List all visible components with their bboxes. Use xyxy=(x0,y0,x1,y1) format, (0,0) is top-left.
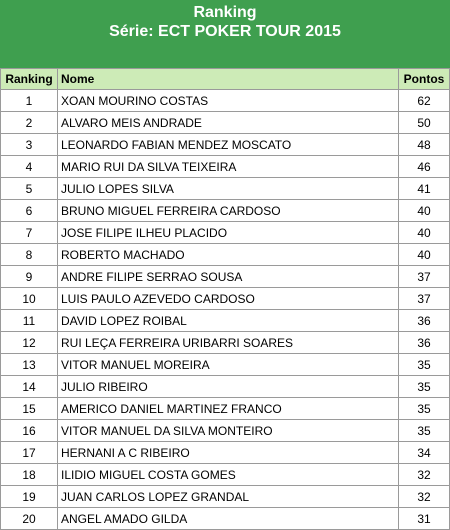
points-cell: 40 xyxy=(399,200,450,222)
ranking-cell: 15 xyxy=(1,398,58,420)
table-row xyxy=(1,244,450,266)
ranking-cell: 8 xyxy=(1,244,58,266)
ranking-cell: 9 xyxy=(1,266,58,288)
points-cell: 34 xyxy=(399,442,450,464)
player-name-cell: JULIO RIBEIRO xyxy=(58,376,399,398)
points-cell: 48 xyxy=(399,134,450,156)
table-row xyxy=(1,134,450,156)
series-subtitle: Série: ECT POKER TOUR 2015 xyxy=(109,23,341,40)
player-name-cell: DAVID LOPEZ ROIBAL xyxy=(58,310,399,332)
page-title: Ranking xyxy=(193,4,257,21)
table-row xyxy=(1,398,450,420)
table-row xyxy=(1,90,450,112)
table-row xyxy=(1,420,450,442)
points-cell: 62 xyxy=(399,90,450,112)
ranking-cell: 4 xyxy=(1,156,58,178)
table-row xyxy=(1,464,450,486)
player-name-cell: VITOR MANUEL DA SILVA MONTEIRO xyxy=(58,420,399,442)
points-cell: 32 xyxy=(399,486,450,508)
player-name-cell: RUI LEÇA FERREIRA URIBARRI SOARES xyxy=(58,332,399,354)
points-cell: 35 xyxy=(399,354,450,376)
points-cell: 35 xyxy=(399,420,450,442)
ranking-cell: 10 xyxy=(1,288,58,310)
table-row xyxy=(1,310,450,332)
table-row xyxy=(1,222,450,244)
player-name-cell: ALVARO MEIS ANDRADE xyxy=(58,112,399,134)
table-row xyxy=(1,200,450,222)
ranking-table-body xyxy=(1,90,450,530)
ranking-cell: 2 xyxy=(1,112,58,134)
ranking-cell: 12 xyxy=(1,332,58,354)
ranking-header xyxy=(0,0,450,68)
player-name-cell: AMERICO DANIEL MARTINEZ FRANCO xyxy=(58,398,399,420)
player-name-cell: LUIS PAULO AZEVEDO CARDOSO xyxy=(58,288,399,310)
player-name-cell: JUAN CARLOS LOPEZ GRANDAL xyxy=(58,486,399,508)
points-cell: 40 xyxy=(399,222,450,244)
table-row xyxy=(1,156,450,178)
points-cell: 35 xyxy=(399,376,450,398)
ranking-cell: 17 xyxy=(1,442,58,464)
player-name-cell: JULIO LOPES SILVA xyxy=(58,178,399,200)
column-header-nome: Nome xyxy=(58,69,399,90)
ranking-cell: 13 xyxy=(1,354,58,376)
table-row xyxy=(1,486,450,508)
ranking-cell: 20 xyxy=(1,508,58,530)
points-cell: 37 xyxy=(399,288,450,310)
player-name-cell: ANDRE FILIPE SERRAO SOUSA xyxy=(58,266,399,288)
table-row xyxy=(1,354,450,376)
ranking-cell: 1 xyxy=(1,90,58,112)
player-name-cell: VITOR MANUEL MOREIRA xyxy=(58,354,399,376)
points-cell: 35 xyxy=(399,398,450,420)
table-row xyxy=(1,376,450,398)
points-cell: 36 xyxy=(399,310,450,332)
table-row xyxy=(1,178,450,200)
table-row xyxy=(1,288,450,310)
player-name-cell: BRUNO MIGUEL FERREIRA CARDOSO xyxy=(58,200,399,222)
column-header-pontos: Pontos xyxy=(399,69,450,90)
ranking-cell: 6 xyxy=(1,200,58,222)
player-name-cell: LEONARDO FABIAN MENDEZ MOSCATO xyxy=(58,134,399,156)
points-cell: 32 xyxy=(399,464,450,486)
player-name-cell: JOSE FILIPE ILHEU PLACIDO xyxy=(58,222,399,244)
ranking-cell: 3 xyxy=(1,134,58,156)
points-cell: 41 xyxy=(399,178,450,200)
points-cell: 40 xyxy=(399,244,450,266)
ranking-cell: 19 xyxy=(1,486,58,508)
table-row xyxy=(1,112,450,134)
ranking-cell: 14 xyxy=(1,376,58,398)
player-name-cell: ILIDIO MIGUEL COSTA GOMES xyxy=(58,464,399,486)
points-cell: 37 xyxy=(399,266,450,288)
table-row xyxy=(1,266,450,288)
ranking-cell: 11 xyxy=(1,310,58,332)
player-name-cell: XOAN MOURINO COSTAS xyxy=(58,90,399,112)
table-row xyxy=(1,332,450,354)
table-row xyxy=(1,442,450,464)
column-header-ranking: Ranking xyxy=(1,69,58,90)
player-name-cell: ROBERTO MACHADO xyxy=(58,244,399,266)
player-name-cell: HERNANI A C RIBEIRO xyxy=(58,442,399,464)
points-cell: 50 xyxy=(399,112,450,134)
points-cell: 31 xyxy=(399,508,450,530)
points-cell: 46 xyxy=(399,156,450,178)
table-row xyxy=(1,508,450,530)
ranking-cell: 7 xyxy=(1,222,58,244)
player-name-cell: MARIO RUI DA SILVA TEIXEIRA xyxy=(58,156,399,178)
ranking-cell: 16 xyxy=(1,420,58,442)
ranking-table xyxy=(0,68,450,530)
ranking-cell: 5 xyxy=(1,178,58,200)
ranking-cell: 18 xyxy=(1,464,58,486)
player-name-cell: ANGEL AMADO GILDA xyxy=(58,508,399,530)
points-cell: 36 xyxy=(399,332,450,354)
table-header-row xyxy=(1,69,450,90)
